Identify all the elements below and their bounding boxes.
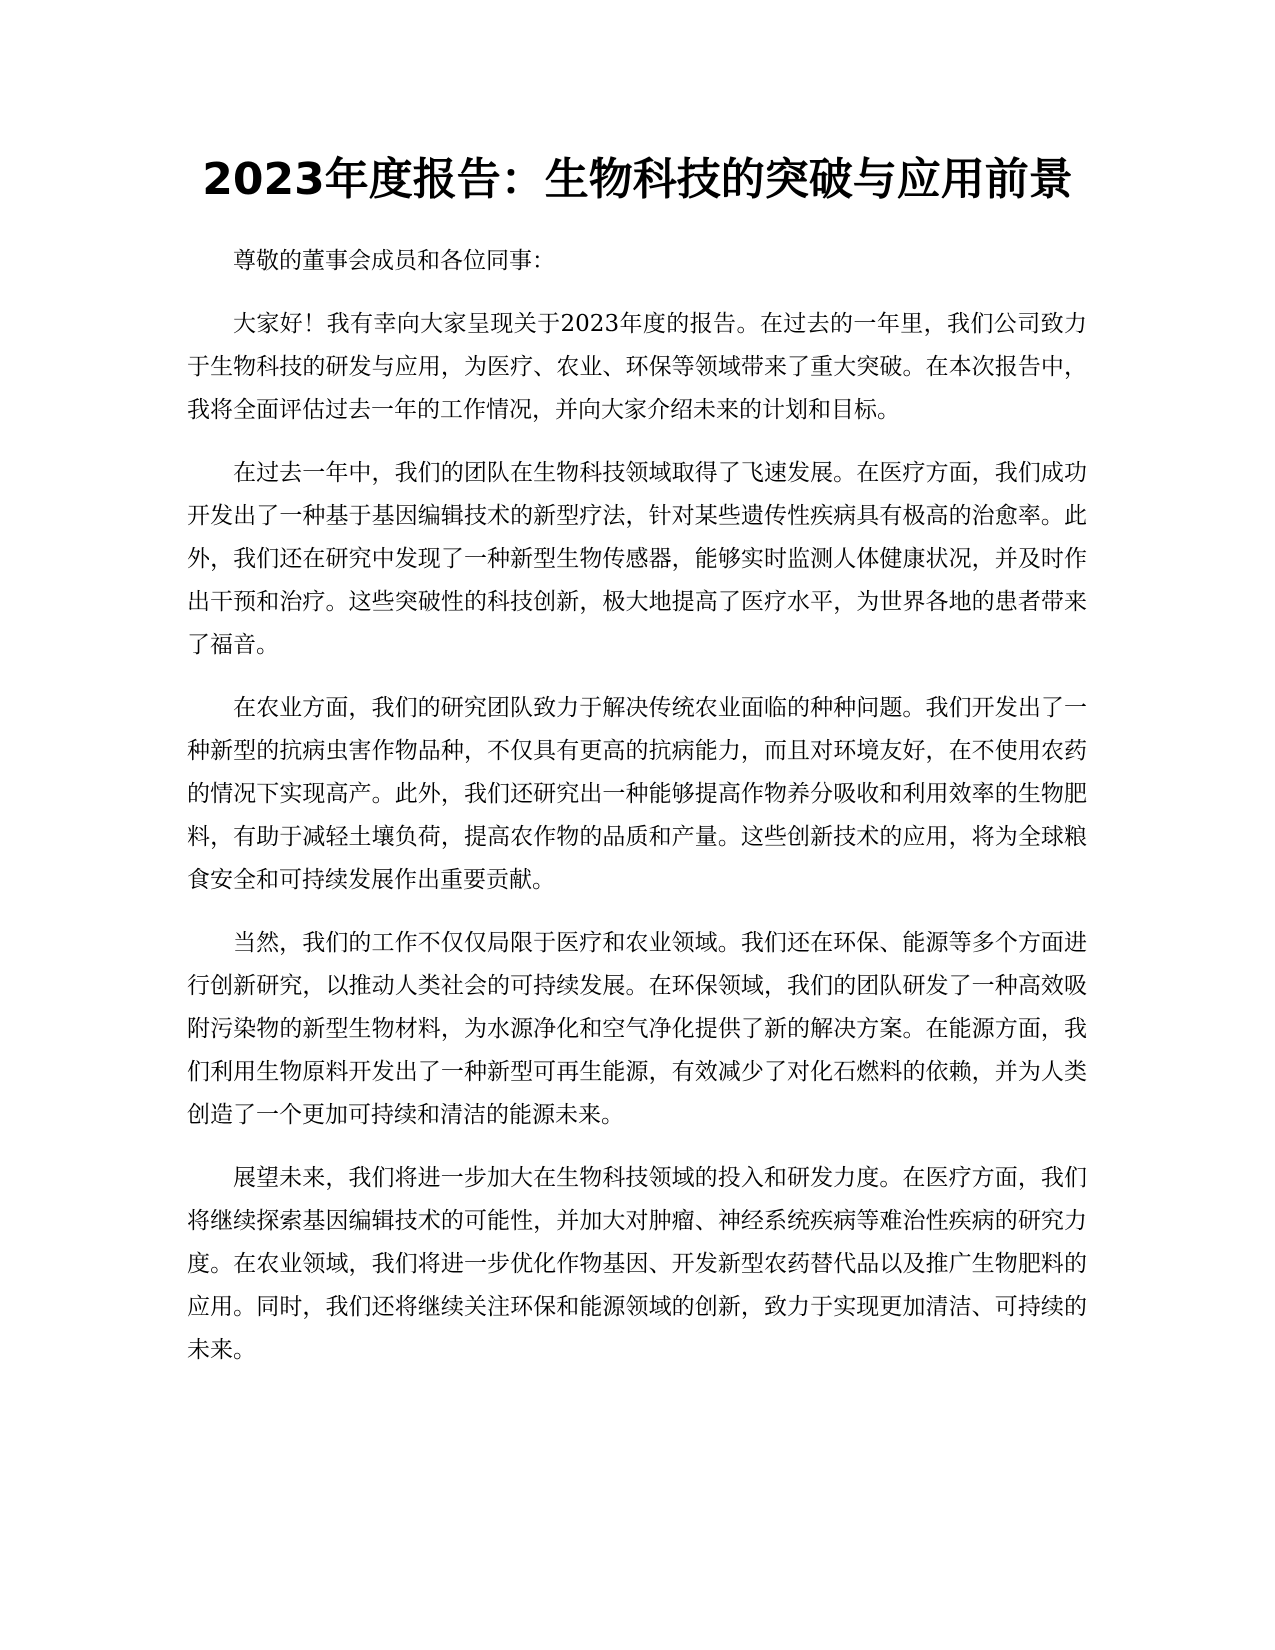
document-title: 2023年度报告：生物科技的突破与应用前景 [202, 154, 1073, 205]
salutation: 尊敬的董事会成员和各位同事： [233, 248, 555, 274]
paragraph-outlook: 展望未来，我们将进一步加大在生物科技领域的投入和研发力度。在医疗方面，我们将继续探索基因编辑技术的可能性，并加大对肿瘤、神经系统疾病等难治性疾病的研究力度。在农业领域，我们将进一步优化作物基因、开发新型农药替代品以及推广生物肥料的应用。同时，我们还将继续关注环保和能源领域的创新，致力于实现更加清洁、可持续的未来。 [187, 1165, 1087, 1363]
paragraph-medical: 在过去一年中，我们的团队在生物科技领域取得了飞速发展。在医疗方面，我们成功开发出了一种基于基因编辑技术的新型疗法，针对某些遗传性疾病具有极高的治愈率。此外，我们还在研究中发现了一种新型生物传感器，能够实时监测人体健康状况，并及时作出干预和治疗。这些突破性的科技创新，极大地提高了医疗水平，为世界各地的患者带来了福音。 [187, 460, 1087, 658]
document-body [187, 240, 1087, 1392]
paragraph-intro: 大家好！我有幸向大家呈现关于2023年度的报告。在过去的一年里，我们公司致力于生物科技的研发与应用，为医疗、农业、环保等领域带来了重大突破。在本次报告中，我将全面评估过去一年的工作情况，并向大家介绍未来的计划和目标。 [187, 311, 1087, 423]
paragraph-agriculture: 在农业方面，我们的研究团队致力于解决传统农业面临的种种问题。我们开发出了一种新型的抗病虫害作物品种，不仅具有更高的抗病能力，而且对环境友好，在不使用农药的情况下实现高产。此外，我们还研究出一种能够提高作物养分吸收和利用效率的生物肥料，有助于减轻土壤负荷，提高农作物的品质和产量。这些创新技术的应用，将为全球粮食安全和可持续发展作出重要贡献。 [187, 695, 1087, 893]
paragraph-environment-energy: 当然，我们的工作不仅仅局限于医疗和农业领域。我们还在环保、能源等多个方面进行创新研究，以推动人类社会的可持续发展。在环保领域，我们的团队研发了一种高效吸附污染物的新型生物材料，为水源净化和空气净化提供了新的解决方案。在能源方面，我们利用生物原料开发出了一种新型可再生能源，有效减少了对化石燃料的依赖，并为人类创造了一个更加可持续和清洁的能源未来。 [187, 930, 1087, 1128]
